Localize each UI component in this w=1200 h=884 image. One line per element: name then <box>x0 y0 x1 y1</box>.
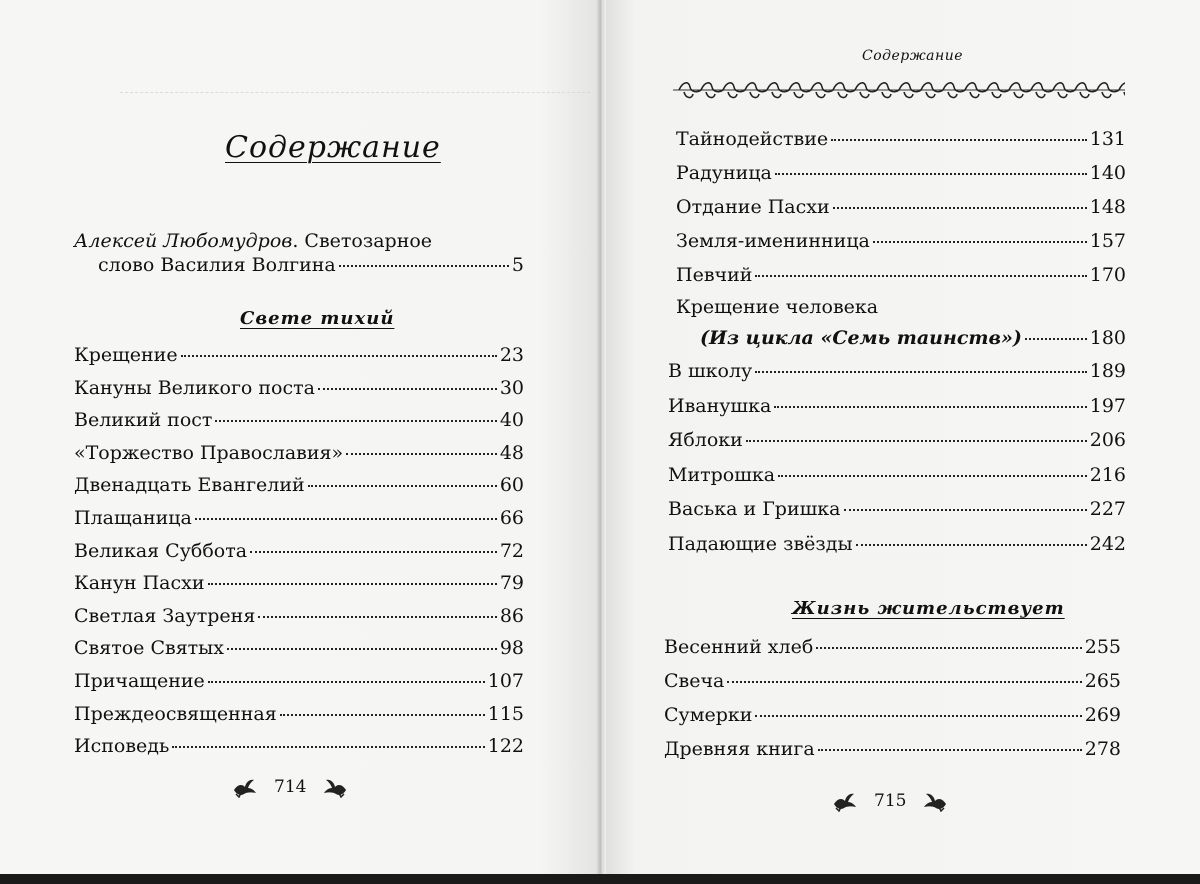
entry-page-number: 98 <box>499 637 524 660</box>
ornament-scroll <box>1058 92 1067 98</box>
dot-leader <box>318 388 497 390</box>
dot-leader <box>816 647 1081 649</box>
toc-entry <box>74 507 524 529</box>
toc-entry <box>668 498 1126 520</box>
toc-entry <box>74 703 524 725</box>
ornament-scroll <box>1124 92 1125 98</box>
dot-leader <box>755 715 1081 717</box>
left-page-number: 714 <box>274 777 307 797</box>
entry-title: Радуница <box>676 162 772 184</box>
dot-leader <box>778 475 1087 477</box>
entry-page-number: 122 <box>487 735 524 758</box>
right-page-number: 715 <box>874 791 907 811</box>
dot-leader <box>1025 338 1087 340</box>
entry-page-number: 227 <box>1089 498 1126 520</box>
entry-page-number: 242 <box>1089 532 1126 555</box>
page-title: Содержание <box>225 130 441 165</box>
dot-leader <box>280 714 485 716</box>
dot-leader <box>258 616 496 618</box>
entry-title: Двенадцать Евангелий <box>74 474 305 497</box>
ornament-scroll <box>948 92 957 98</box>
ornament-scroll <box>728 92 737 98</box>
dot-leader <box>833 207 1087 209</box>
toc-entry <box>74 344 524 366</box>
author-name: Алексей Любомудров <box>74 230 293 252</box>
toc-entry <box>74 572 524 594</box>
entry-title: Крещение <box>74 344 178 366</box>
entry-page-number: 30 <box>499 376 524 399</box>
entry-title: Древняя книга <box>664 738 815 760</box>
author-entry-page: 5 <box>511 254 524 276</box>
dot-leader <box>856 544 1087 546</box>
dot-leader <box>755 275 1086 277</box>
entry-title: Васька и Гришка <box>668 498 841 520</box>
ornament-scroll <box>926 92 935 98</box>
entry-title: Великий пост <box>74 409 213 432</box>
ornament-scroll <box>970 92 979 98</box>
toc-entry <box>74 605 524 627</box>
ornament-scroll <box>750 92 759 98</box>
dot-leader <box>339 265 509 267</box>
dove-ornament-icon <box>322 776 348 798</box>
toc-entry <box>664 738 1121 760</box>
toc-entry-multiline-line2 <box>700 327 1126 349</box>
entry-page-number: 86 <box>499 604 524 627</box>
dot-leader <box>346 453 497 455</box>
section-heading-svete-tikhiy: Свете тихий <box>240 308 395 329</box>
ornament-scroll <box>882 92 891 98</box>
running-head: Содержание <box>862 48 964 64</box>
toc-entry <box>676 162 1126 184</box>
entry-page-number: 170 <box>1089 264 1126 286</box>
entry-page-number: 40 <box>499 409 524 432</box>
entry-title: Тайнодействие <box>676 128 829 150</box>
toc-entry <box>74 637 524 659</box>
entry-title: Митрошка <box>668 463 776 486</box>
entry-title: Певчий <box>676 264 753 286</box>
entry-page-number: 140 <box>1089 162 1126 184</box>
entry-page-number: 79 <box>499 572 524 595</box>
dot-leader <box>181 355 497 357</box>
dot-leader <box>844 509 1087 511</box>
ornament-scroll <box>794 92 803 98</box>
entry-title: Плащаница <box>74 507 192 529</box>
toc-entry <box>74 377 524 399</box>
entry-title: (Из цикла «Семь таинств») <box>700 327 1022 349</box>
toc-entry <box>676 264 1126 286</box>
entry-page-number: 206 <box>1089 429 1126 451</box>
toc-entry <box>676 128 1126 150</box>
dot-leader <box>172 746 484 748</box>
toc-entry <box>74 670 524 692</box>
author-entry-line1 <box>74 230 432 252</box>
entry-page-number: 265 <box>1084 670 1121 692</box>
toc-entry <box>664 704 1121 726</box>
toc-entry <box>74 442 524 464</box>
entry-page-number: 269 <box>1084 704 1121 726</box>
dot-leader <box>308 485 497 487</box>
dot-leader <box>755 371 1087 373</box>
dot-leader <box>818 749 1082 751</box>
entry-page-number: 115 <box>487 702 524 725</box>
entry-title: Отдание Пасхи <box>676 196 830 218</box>
author-entry-title-part2: слово Василия Волгина <box>98 254 336 276</box>
dot-leader <box>746 440 1087 442</box>
dove-ornament-icon <box>232 776 258 798</box>
toc-entry <box>676 196 1126 218</box>
dot-leader <box>215 420 496 422</box>
toc-entry-multiline-line1: Крещение человека <box>676 296 879 318</box>
toc-entry <box>676 230 1126 252</box>
entry-title: Сумерки <box>664 704 753 726</box>
toc-entry <box>74 735 524 757</box>
dot-leader <box>195 518 497 520</box>
dot-leader <box>873 241 1087 243</box>
entry-page-number: 255 <box>1084 636 1121 658</box>
author-entry-title-part1: . Светозарное <box>292 230 433 252</box>
ornament-scroll <box>772 92 781 98</box>
left-running-rule <box>120 92 590 99</box>
entry-page-number: 60 <box>499 474 524 497</box>
right-folio <box>832 790 948 812</box>
toc-entry <box>664 670 1121 692</box>
ornament-scroll <box>684 92 693 98</box>
dot-leader <box>208 583 497 585</box>
decorative-border-ornament <box>673 78 1125 102</box>
entry-page-number: 148 <box>1089 196 1126 218</box>
entry-page-number: 197 <box>1089 394 1126 417</box>
entry-title: Земля-именинница <box>676 230 870 252</box>
entry-page-number: 216 <box>1089 463 1126 486</box>
entry-page-number: 72 <box>499 539 524 562</box>
ornament-scroll <box>1102 92 1111 98</box>
dot-leader <box>727 681 1081 683</box>
ornament-scroll <box>816 92 825 98</box>
section-heading-zhizn: Жизнь жительствует <box>792 598 1065 619</box>
entry-title: Исповедь <box>74 735 170 758</box>
toc-entry <box>668 464 1126 486</box>
dove-ornament-icon <box>922 790 948 812</box>
ornament-scroll <box>1080 92 1089 98</box>
entry-title: В школу <box>668 360 753 382</box>
dot-leader <box>831 139 1087 141</box>
entry-page-number: 66 <box>499 507 524 529</box>
entry-title: «Торжество Православия» <box>74 441 344 464</box>
entry-page-number: 107 <box>487 670 524 692</box>
entry-page-number: 278 <box>1084 738 1121 760</box>
book-gutter <box>596 0 606 884</box>
dot-leader <box>774 406 1086 408</box>
entry-page-number: 23 <box>499 344 524 366</box>
toc-entry <box>668 429 1126 451</box>
ornament-scroll <box>706 92 715 98</box>
toc-entry <box>664 636 1121 658</box>
entry-title: Святое Святых <box>74 637 225 660</box>
author-entry-line2 <box>98 254 524 276</box>
entry-title: Свеча <box>664 670 725 692</box>
entry-title: Кануны Великого поста <box>74 376 315 399</box>
entry-title: Великая Суббота <box>74 539 248 562</box>
ornament-scroll <box>860 92 869 98</box>
ornament-scroll <box>838 92 847 98</box>
entry-page-number: 189 <box>1089 360 1126 382</box>
entry-page-number: 157 <box>1089 230 1126 252</box>
entry-title: Иванушка <box>668 394 772 417</box>
toc-entry <box>668 395 1126 417</box>
scan-bottom-edge <box>0 874 1200 884</box>
toc-entry <box>74 474 524 496</box>
dot-leader <box>250 551 497 553</box>
entry-title: Канун Пасхи <box>74 572 205 595</box>
ornament-scroll <box>904 92 913 98</box>
toc-entry <box>668 360 1126 382</box>
entry-title: Преждеосвященная <box>74 702 277 725</box>
dot-leader <box>208 681 485 683</box>
toc-entry <box>74 409 524 431</box>
dot-leader <box>227 648 497 650</box>
dot-leader <box>775 173 1087 175</box>
entry-page-number: 48 <box>499 441 524 464</box>
entry-title: Причащение <box>74 670 205 692</box>
ornament-scroll <box>992 92 1001 98</box>
entry-title: Весенний хлеб <box>664 636 814 658</box>
toc-entry <box>668 533 1126 555</box>
ornament-scroll <box>1014 92 1023 98</box>
left-folio <box>232 776 348 798</box>
entry-title: Светлая Заутреня <box>74 604 256 627</box>
dove-ornament-icon <box>832 790 858 812</box>
ornament-scroll <box>1036 92 1045 98</box>
entry-page-number: 180 <box>1089 327 1126 349</box>
entry-title: Яблоки <box>668 429 743 451</box>
entry-page-number: 131 <box>1089 128 1126 150</box>
entry-title: Падающие звёзды <box>668 532 853 555</box>
toc-entry <box>74 540 524 562</box>
